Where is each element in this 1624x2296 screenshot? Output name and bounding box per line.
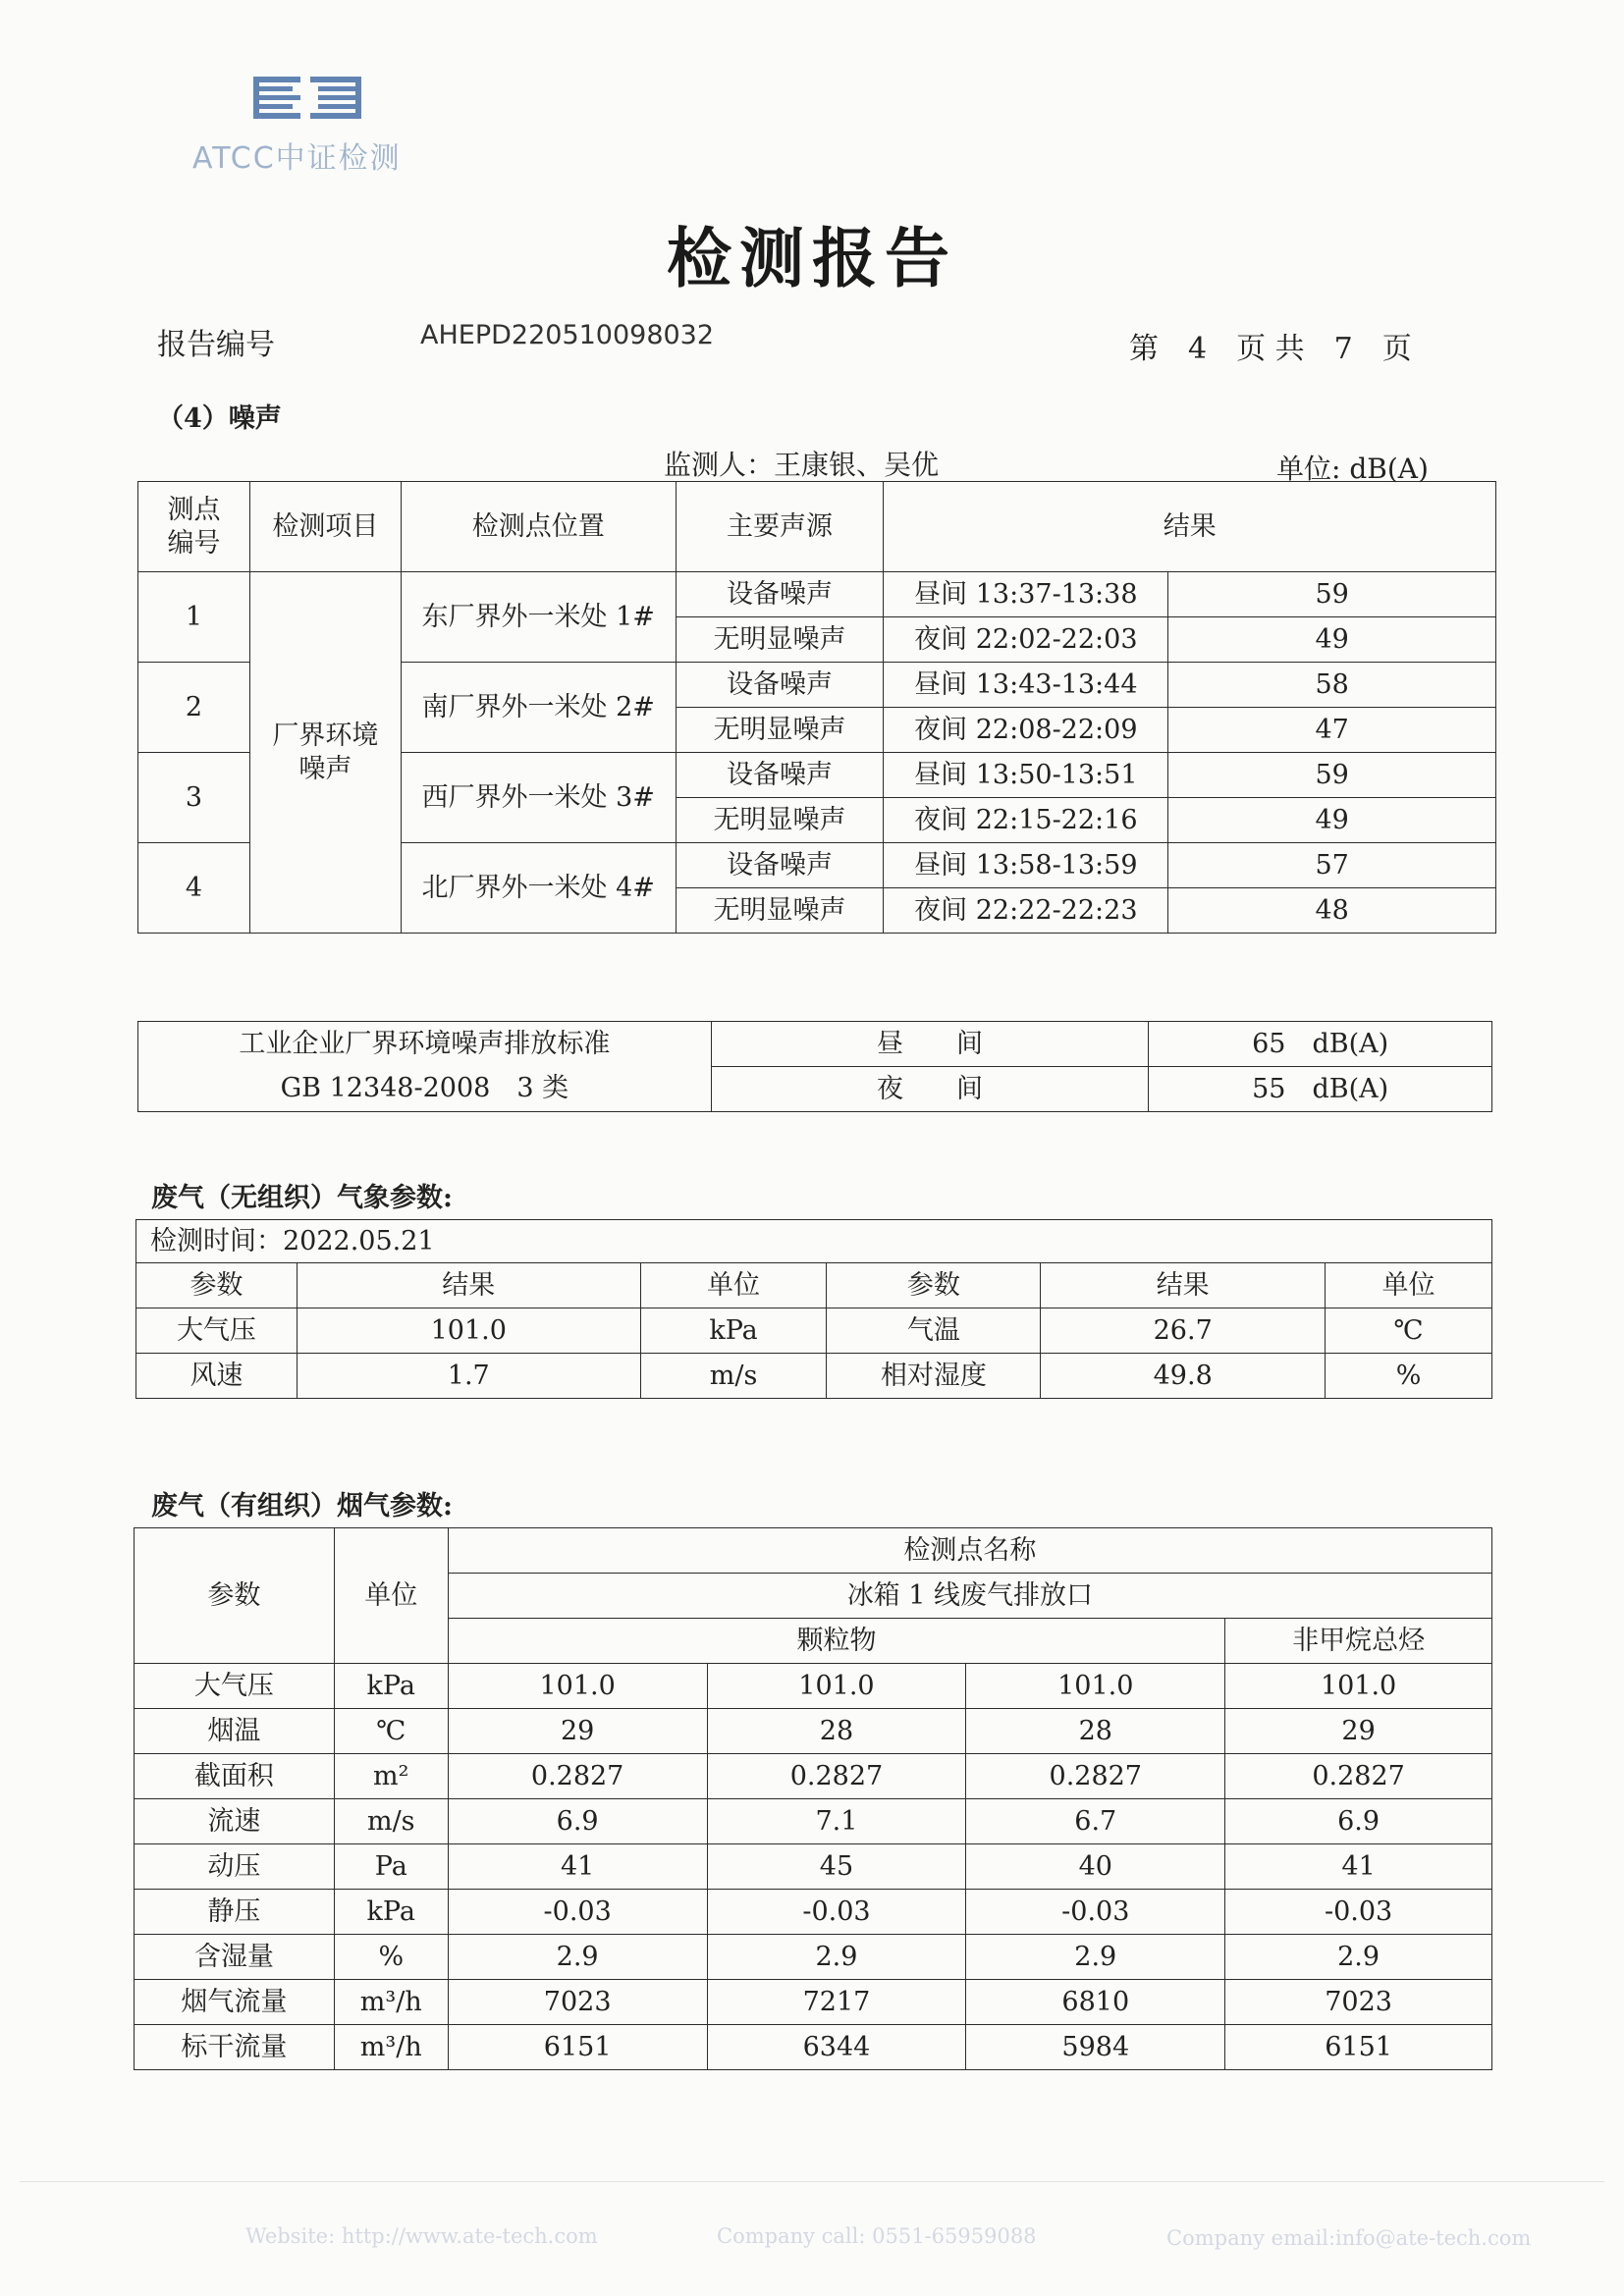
flue-param: 含湿量	[135, 1935, 335, 1980]
weather-cell: kPa	[640, 1308, 827, 1354]
measure-period: 昼间 13:58-13:59	[884, 843, 1168, 888]
logo-text: ATCC中证检测	[192, 141, 402, 176]
weather-cell: 101.0	[297, 1308, 640, 1354]
flue-value: -0.03	[707, 1890, 966, 1935]
weather-cell: 风速	[136, 1354, 298, 1399]
noise-item: 厂界环境噪声	[249, 572, 401, 934]
weather-cell: ℃	[1326, 1308, 1492, 1354]
flue-unit: Pa	[334, 1844, 448, 1890]
noise-value: 59	[1168, 753, 1496, 798]
flue-value: 0.2827	[966, 1754, 1225, 1799]
flue-value: 0.2827	[707, 1754, 966, 1799]
weather-cell: 49.8	[1041, 1354, 1326, 1399]
point-location: 北厂界外一米处 4#	[401, 843, 676, 934]
weather-header: 参数	[827, 1263, 1041, 1308]
flue-value: 6151	[448, 2025, 707, 2070]
page-info: 第 4 页 共 7 页	[1129, 332, 1412, 366]
flue-unit: m³/h	[334, 1980, 448, 2025]
noise-value: 57	[1168, 843, 1496, 888]
flue-value: 101.0	[966, 1664, 1225, 1709]
sound-source: 设备噪声	[676, 753, 884, 798]
report-no-label: 报告编号	[157, 328, 275, 362]
point-location: 西厂界外一米处 3#	[401, 753, 676, 843]
weather-table	[135, 1219, 1492, 1399]
flue-row	[135, 1980, 1492, 2025]
weather-cell: 大气压	[136, 1308, 298, 1354]
flue-param: 动压	[135, 1844, 335, 1890]
flue-param-header: 参数	[135, 1528, 335, 1664]
flue-row	[135, 1935, 1492, 1980]
flue-value: 40	[966, 1844, 1225, 1890]
measure-period: 夜间 22:15-22:16	[884, 798, 1168, 843]
page-title: 检测报告	[667, 220, 957, 296]
flue-unit: kPa	[334, 1890, 448, 1935]
flue-value: 7023	[1225, 1980, 1492, 2025]
flue-value: -0.03	[448, 1890, 707, 1935]
footer-website: Website: http://www.ate-tech.com	[245, 2224, 598, 2248]
flue-unit: ℃	[334, 1709, 448, 1754]
sound-source: 设备噪声	[676, 843, 884, 888]
standard-table	[137, 1021, 1492, 1112]
noise-monitor: 监测人：王康银、吴优	[664, 449, 940, 481]
flue-unit: m/s	[334, 1799, 448, 1844]
flue-value: 7217	[707, 1980, 966, 2025]
noise-unit: 单位: dB(A)	[1276, 453, 1429, 485]
flue-value: 5984	[966, 2025, 1225, 2070]
noise-value: 58	[1168, 663, 1496, 708]
weather-header: 结果	[1041, 1263, 1326, 1308]
flue-value: 7023	[448, 1980, 707, 2025]
footer-call: Company call: 0551-65959088	[717, 2224, 1037, 2248]
flue-value: 28	[966, 1709, 1225, 1754]
header-point-no: 测点编号	[138, 482, 250, 572]
flue-value: 2.9	[966, 1935, 1225, 1980]
flue-value: 6.9	[448, 1799, 707, 1844]
weather-header: 单位	[640, 1263, 827, 1308]
flue-point-name: 冰箱 1 线废气排放口	[448, 1574, 1491, 1619]
weather-cell: 1.7	[297, 1354, 640, 1399]
flue-value: 6151	[1225, 2025, 1492, 2070]
report-no: AHEPD220510098032	[420, 320, 715, 350]
weather-cell: 26.7	[1041, 1308, 1326, 1354]
flue-value: 2.9	[448, 1935, 707, 1980]
flue-row	[135, 1844, 1492, 1890]
flue-unit: %	[334, 1935, 448, 1980]
measure-period: 夜间 22:08-22:09	[884, 708, 1168, 753]
noise-section-title: （4）噪声	[157, 403, 282, 434]
flue-value: 41	[1225, 1844, 1492, 1890]
weather-cell: 相对湿度	[827, 1354, 1041, 1399]
sound-source: 无明显噪声	[676, 798, 884, 843]
measure-period: 昼间 13:50-13:51	[884, 753, 1168, 798]
measure-period: 夜间 22:02-22:03	[884, 617, 1168, 663]
point-location: 南厂界外一米处 2#	[401, 663, 676, 753]
sound-source: 设备噪声	[676, 663, 884, 708]
flue-row	[135, 1799, 1492, 1844]
flue-value: 41	[448, 1844, 707, 1890]
logo-icon	[192, 73, 428, 132]
header-location: 检测点位置	[401, 482, 676, 572]
sound-source: 无明显噪声	[676, 888, 884, 934]
standard-name: 工业企业厂界环境噪声排放标准	[138, 1022, 712, 1067]
flue-value: 6.9	[1225, 1799, 1492, 1844]
weather-header: 参数	[136, 1263, 298, 1308]
noise-value: 59	[1168, 572, 1496, 617]
flue-value: 6344	[707, 2025, 966, 2070]
standard-code: GB 12348-2008 3 类	[138, 1067, 712, 1112]
measure-period: 昼间 13:37-13:38	[884, 572, 1168, 617]
point-location: 东厂界外一米处 1#	[401, 572, 676, 663]
flue-row	[135, 1890, 1492, 1935]
header-result: 结果	[884, 482, 1496, 572]
flue-param: 标干流量	[135, 2025, 335, 2070]
flue-row	[135, 1664, 1492, 1709]
flue-value: 2.9	[707, 1935, 966, 1980]
flue-value: 101.0	[1225, 1664, 1492, 1709]
flue-param: 截面积	[135, 1754, 335, 1799]
standard-night-value: 55 dB(A)	[1149, 1067, 1492, 1112]
flue-param: 静压	[135, 1890, 335, 1935]
weather-cell: %	[1326, 1354, 1492, 1399]
flue-value: 101.0	[707, 1664, 966, 1709]
flue-value: 2.9	[1225, 1935, 1492, 1980]
weather-header: 单位	[1326, 1263, 1492, 1308]
flue-value: 101.0	[448, 1664, 707, 1709]
header-item: 检测项目	[249, 482, 401, 572]
flue-unit: kPa	[334, 1664, 448, 1709]
noise-table	[137, 481, 1496, 934]
flue-param: 烟气流量	[135, 1980, 335, 2025]
noise-value: 49	[1168, 798, 1496, 843]
sound-source: 无明显噪声	[676, 708, 884, 753]
flue-value: 28	[707, 1709, 966, 1754]
header-source: 主要声源	[676, 482, 884, 572]
flue-value: 6810	[966, 1980, 1225, 2025]
point-no: 4	[138, 843, 250, 934]
flue-unit: m³/h	[334, 2025, 448, 2070]
point-no: 3	[138, 753, 250, 843]
flue-value: 7.1	[707, 1799, 966, 1844]
weather-time: 检测时间：2022.05.21	[136, 1220, 1492, 1263]
flue-value: 6.7	[966, 1799, 1225, 1844]
flue-value: -0.03	[966, 1890, 1225, 1935]
flue-param: 大气压	[135, 1664, 335, 1709]
flue-value: 29	[448, 1709, 707, 1754]
flue-row	[135, 2025, 1492, 2070]
flue-group-particulate: 颗粒物	[448, 1619, 1224, 1664]
flue-value: 0.2827	[1225, 1754, 1492, 1799]
weather-cell: 气温	[827, 1308, 1041, 1354]
point-no: 1	[138, 572, 250, 663]
weather-section-title: 废气（无组织）气象参数:	[151, 1183, 453, 1213]
footer-divider	[20, 2181, 1604, 2182]
company-logo	[192, 73, 428, 176]
flue-unit: m²	[334, 1754, 448, 1799]
flue-value: 0.2827	[448, 1754, 707, 1799]
measure-period: 夜间 22:22-22:23	[884, 888, 1168, 934]
noise-value: 49	[1168, 617, 1496, 663]
flue-value: 29	[1225, 1709, 1492, 1754]
noise-value: 48	[1168, 888, 1496, 934]
footer-email: Company email:info@ate-tech.com	[1166, 2226, 1532, 2250]
flue-value: 45	[707, 1844, 966, 1890]
flue-table	[134, 1527, 1492, 2070]
flue-param: 烟温	[135, 1709, 335, 1754]
weather-header: 结果	[297, 1263, 640, 1308]
flue-row	[135, 1709, 1492, 1754]
flue-value: -0.03	[1225, 1890, 1492, 1935]
sound-source: 无明显噪声	[676, 617, 884, 663]
noise-value: 47	[1168, 708, 1496, 753]
measure-period: 昼间 13:43-13:44	[884, 663, 1168, 708]
flue-row	[135, 1754, 1492, 1799]
sound-source: 设备噪声	[676, 572, 884, 617]
weather-cell: m/s	[640, 1354, 827, 1399]
standard-night-label: 夜 间	[711, 1067, 1149, 1112]
standard-day-value: 65 dB(A)	[1149, 1022, 1492, 1067]
standard-day-label: 昼 间	[711, 1022, 1149, 1067]
point-no: 2	[138, 663, 250, 753]
flue-section-title: 废气（有组织）烟气参数:	[151, 1491, 453, 1522]
flue-param: 流速	[135, 1799, 335, 1844]
flue-point-name-header: 检测点名称	[448, 1528, 1491, 1574]
flue-unit-header: 单位	[334, 1528, 448, 1664]
flue-group-nmhc: 非甲烷总烃	[1225, 1619, 1492, 1664]
